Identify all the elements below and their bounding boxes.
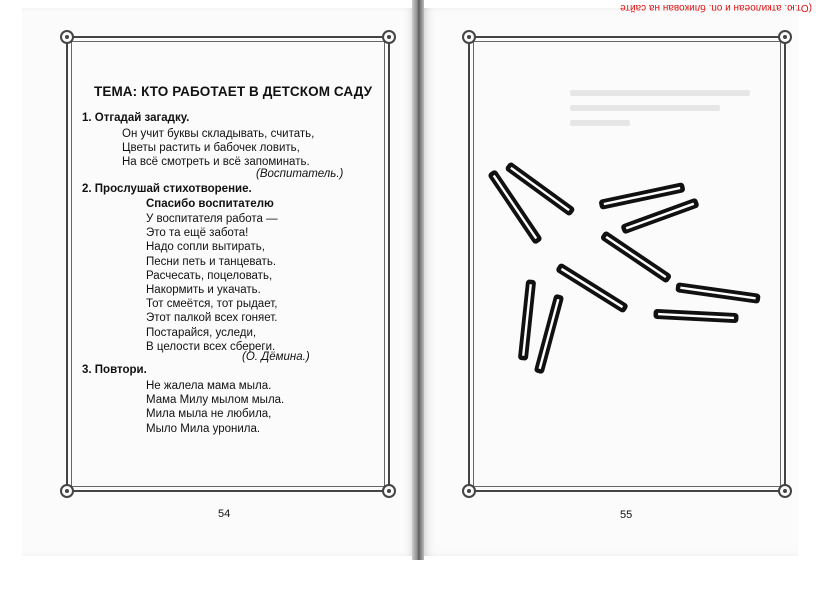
book-gutter: [412, 0, 424, 560]
frame-corner-ornament: [60, 484, 74, 498]
repeat-line: Мила мыла не любила,: [146, 408, 272, 421]
stick-6: [556, 263, 629, 313]
counting-sticks-illustration: [468, 36, 786, 492]
frame-corner-ornament: [60, 30, 74, 44]
page-title: ТЕМА: КТО РАБОТАЕТ В ДЕТСКОМ САДУ: [94, 84, 373, 99]
riddle-line: Он учит буквы складывать, считать,: [122, 128, 315, 140]
poem-title: Спасибо воспитателю: [146, 198, 274, 210]
stick-7: [676, 283, 760, 304]
poem-line: Накормить и укачать.: [146, 284, 261, 297]
watermark-text: (От.ю. аткилоеан и оп. бликован на сайте: [620, 2, 812, 13]
poem-line: У воспитателя работа —: [146, 213, 278, 225]
poem-line: Расчесать, поцеловать,: [146, 269, 273, 282]
riddle-line: На всё смотреть и всё запоминать.: [122, 156, 310, 169]
section-heading-repeat: 3. Повтори.: [82, 364, 147, 376]
riddle-answer: (Воспитатель.): [256, 168, 344, 180]
stick-5: [600, 231, 671, 283]
poem-line: Это та ещё забота!: [146, 227, 249, 240]
frame-corner-ornament: [382, 484, 396, 498]
repeat-line: Мама Милу мылом мыла.: [146, 394, 285, 407]
frame-corner-ornament: [382, 30, 396, 44]
poem-text: [146, 212, 278, 354]
poem-line: Песни петь и танцевать.: [146, 255, 277, 268]
tongue-twister-text: [146, 379, 284, 436]
poem-line: Этот палкой всех гоняет.: [146, 312, 278, 325]
section-heading-poem: 2. Прослушай стихотворение.: [82, 183, 252, 195]
repeat-line: Мыло Мила уронила.: [146, 422, 261, 435]
page-number-left: 54: [218, 508, 231, 520]
riddle-line: Цветы растить и бабочек ловить,: [122, 142, 300, 155]
poem-author: (О. Дёмина.): [242, 351, 310, 363]
poem-line: В целости всех сбереги.: [146, 340, 276, 353]
section-heading-riddle: 1. Отгадай загадку.: [82, 112, 190, 124]
poem-line: Постарайся, уследи,: [146, 326, 257, 339]
stick-8: [654, 309, 738, 322]
stick-3: [599, 183, 685, 210]
poem-line: Тот смеётся, тот рыдает,: [146, 298, 278, 311]
repeat-line: Не жалела мама мыла.: [146, 380, 272, 392]
page-number-right: 55: [620, 509, 633, 521]
stick-4: [621, 198, 699, 234]
poem-line: Надо сопли вытирать,: [146, 241, 265, 254]
stick-9: [518, 280, 535, 361]
stick-10: [534, 294, 563, 374]
riddle-text: [122, 127, 314, 170]
